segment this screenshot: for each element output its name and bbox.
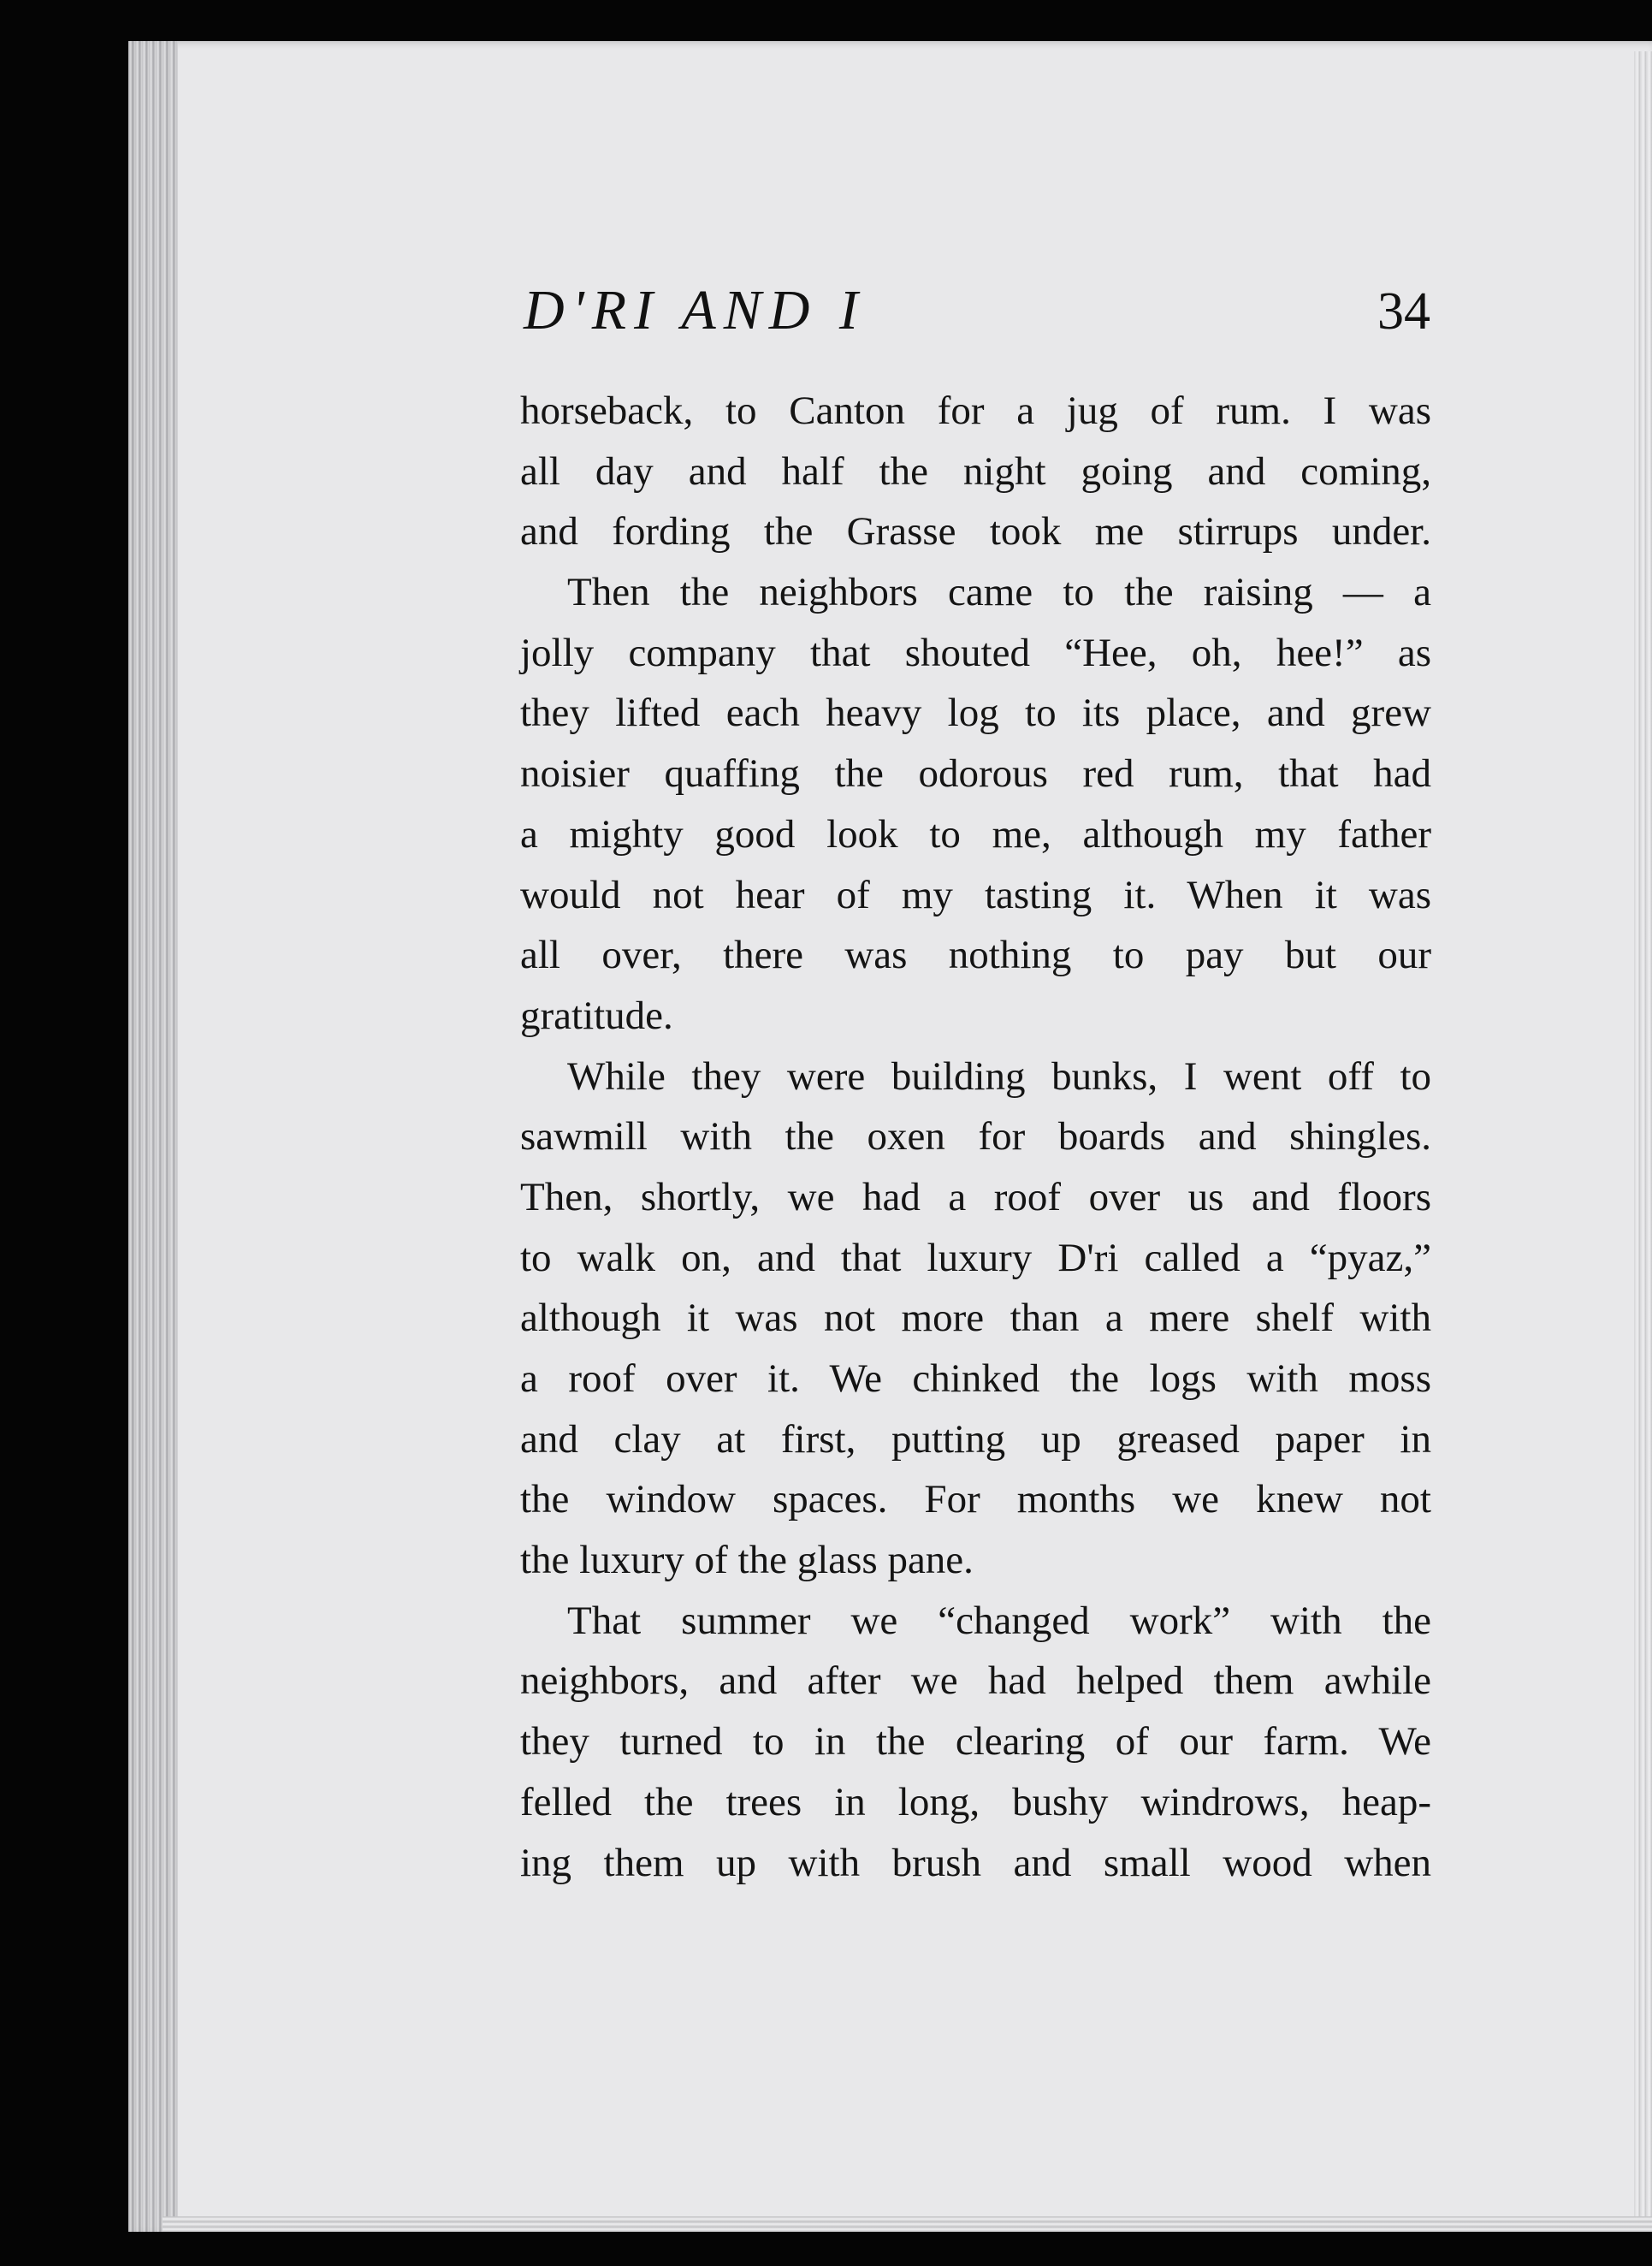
body-text	[520, 381, 1431, 1893]
text-line: all over, there was nothing to pay but our	[520, 933, 1431, 978]
text-line: the window spaces. For months we knew not	[520, 1477, 1431, 1522]
text-line: would not hear of my tasting it. When it was	[520, 872, 1431, 917]
running-head	[524, 278, 1430, 347]
text-line: Then, shortly, we had a roof over us and floors	[520, 1174, 1431, 1219]
page-fore-edge	[1634, 51, 1652, 2225]
text-line: ing them up with brush and small wood when	[520, 1840, 1431, 1885]
text-line: a mighty good look to me, although my father	[520, 811, 1431, 857]
text-line: That summer we “changed work” with the	[567, 1598, 1431, 1643]
text-line: a roof over it. We chinked the logs with moss	[520, 1356, 1431, 1401]
page-number: 34	[1377, 282, 1430, 341]
text-line: jolly company that shouted “Hee, oh, hee!” as	[520, 630, 1431, 675]
text-line: all day and half the night going and coming,	[520, 448, 1431, 494]
text-line: and fording the Grasse took me stirrups under.	[520, 509, 1431, 555]
text-line: the luxury of the glass pane.	[520, 1538, 974, 1583]
text-line: sawmill with the oxen for boards and shingles.	[520, 1114, 1431, 1160]
text-line: horseback, to Canton for a jug of rum. I was	[520, 389, 1431, 433]
page-binding-edge	[128, 41, 178, 2232]
text-line: they turned to in the clearing of our farm. We	[520, 1719, 1431, 1765]
text-line: While they were building bunks, I went off to	[567, 1053, 1431, 1099]
text-line: they lifted each heavy log to its place, and grew	[520, 691, 1431, 736]
text-line: to walk on, and that luxury D'ri called a “pyaz,”	[520, 1235, 1431, 1280]
page-bottom-edge	[163, 2216, 1652, 2232]
text-line: felled the trees in long, bushy windrows, heap-	[520, 1779, 1431, 1824]
text-line: Then the neighbors came to the raising — a	[567, 570, 1431, 615]
text-line: gratitude.	[520, 993, 673, 1038]
text-line: noisier quaffing the odorous red rum, that had	[520, 751, 1431, 797]
text-line: and clay at first, putting up greased paper in	[520, 1416, 1431, 1462]
text-line: although it was not more than a mere shelf with	[520, 1296, 1431, 1341]
book-title: D'RI AND I	[524, 279, 866, 341]
text-line: neighbors, and after we had helped them awhile	[520, 1658, 1431, 1704]
